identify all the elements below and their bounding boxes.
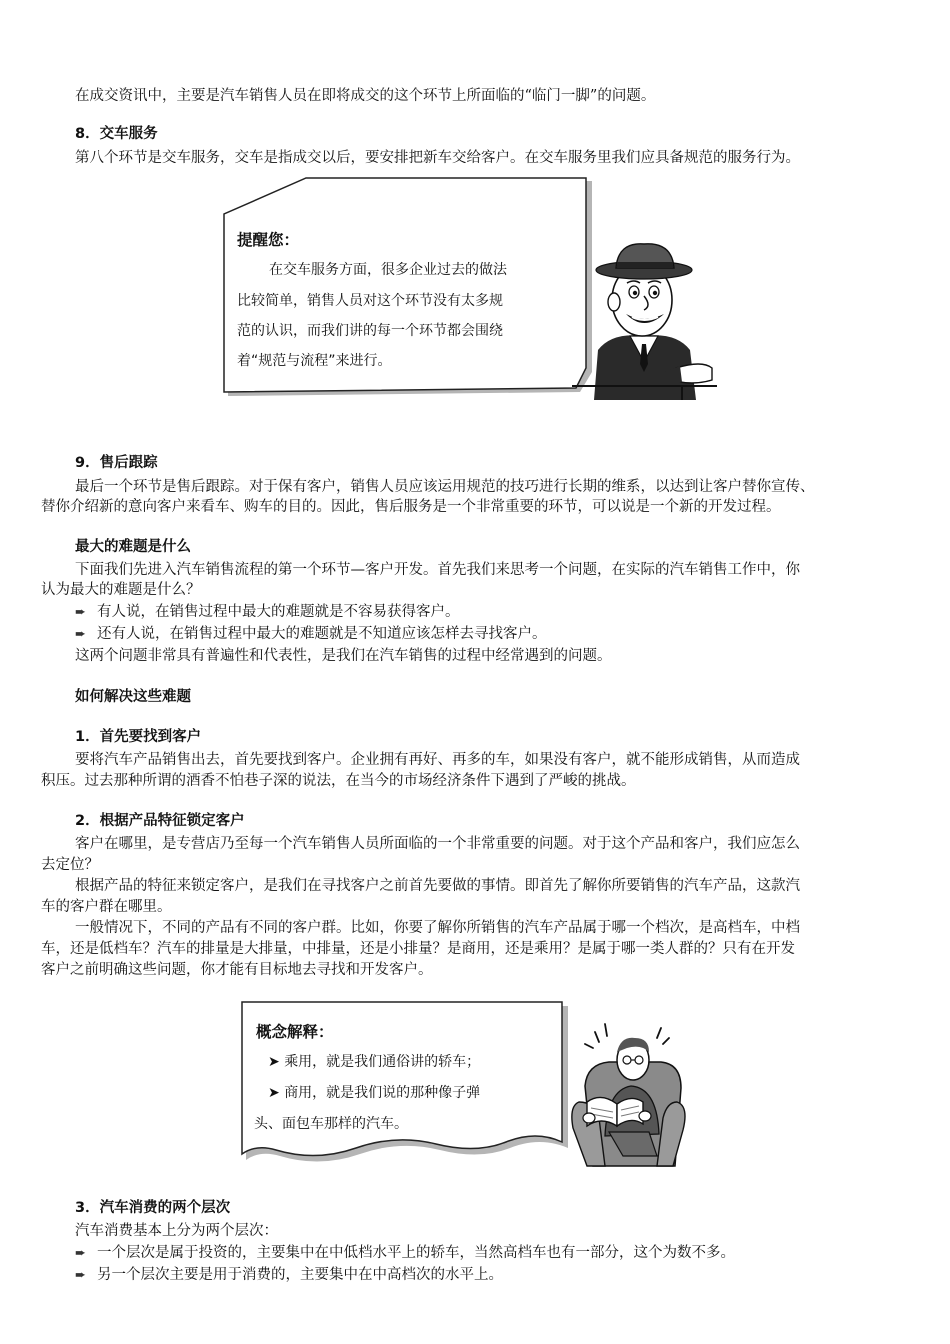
concept-box-title: 概念解释： xyxy=(256,1023,334,1041)
step-3-heading: 3．汽车消费的两个层次 xyxy=(75,1200,231,1216)
difficulty-bullet-2-text: 还有人说，在销售过程中最大的难题就是不知道应该怎样去寻找客户。 xyxy=(97,626,547,642)
tip-box-line-3: 范的认识，而我们讲的每一个环节都会围绕 xyxy=(237,323,503,339)
step-1-line-2: 积压。过去那种所谓的酒香不怕巷子深的说法，在当今的市场经济条件下遇到了严峻的挑战。 xyxy=(41,773,636,789)
difficulty-bullet-2 xyxy=(75,624,547,645)
step-2-p2-line-2: 车的客户群在哪里。 xyxy=(41,899,172,915)
difficulty-bullet-1 xyxy=(75,602,460,623)
concept-box-line-1-text: 乘用，就是我们通俗讲的轿车； xyxy=(284,1054,481,1070)
concept-box-line-3: 头、面包车那样的汽车。 xyxy=(254,1116,408,1132)
section-9-line-2: 替你介绍新的意向客户来看车、购车的目的。因此，售后服务是一个非常重要的环节，可以说是一个新的开发过程。 xyxy=(41,499,781,515)
section-8-heading: 8．交车服务 xyxy=(75,126,158,142)
step-3-bullet-2-text: 另一个层次主要是用于消费的，主要集中在中高档次的水平上。 xyxy=(97,1267,503,1283)
triangle-bullet-icon: ➤ xyxy=(268,1085,285,1101)
step-2-p2-line-1: 根据产品的特征来锁定客户，是我们在寻找客户之前首先要做的事情。即首先了解你所要销售的汽车产品，这款汽 xyxy=(75,878,800,894)
difficulty-bullet-1-text: 有人说，在销售过程中最大的难题就是不容易获得客户。 xyxy=(97,604,460,620)
man-reading-illustration xyxy=(565,1006,690,1168)
solve-heading: 如何解决这些难题 xyxy=(75,689,191,705)
step-2-p1-line-1: 客户在哪里，是专营店乃至每一个汽车销售人员所面临的一个非常重要的问题。对于这个产品和客户，我们应怎么 xyxy=(75,836,800,852)
step-1-heading: 1．首先要找到客户 xyxy=(75,729,202,745)
step-1-line-1: 要将汽车产品销售出去，首先要找到客户。企业拥有再好、再多的车，如果没有客户，就不能形成销售，从而造成 xyxy=(75,752,800,768)
section-8-body: 第八个环节是交车服务，交车是指成交以后，要安排把新车交给客户。在交车服务里我们应具备规范的服务行为。 xyxy=(75,150,800,166)
step-3-bullet-1 xyxy=(75,1243,735,1264)
arrow-right-icon: ➨ xyxy=(75,627,86,642)
step-2-p3-line-3: 客户之前明确这些问题，你才能有目标地去寻找和开发客户。 xyxy=(41,962,433,978)
tip-box-title: 提醒您： xyxy=(237,231,300,249)
arrow-right-icon: ➨ xyxy=(75,1268,86,1283)
step-3-intro: 汽车消费基本上分为两个层次： xyxy=(75,1223,278,1239)
difficulty-line-1: 下面我们先进入汽车销售流程的第一个环节—客户开发。首先我们来思考一个问题，在实际的汽车销售工作中，你 xyxy=(75,562,800,578)
step-3-bullet-1-text: 一个层次是属于投资的，主要集中在中低档水平上的轿车，当然高档车也有一部分，这个为数不多。 xyxy=(97,1245,735,1261)
concept-box-line-2 xyxy=(268,1083,480,1103)
step-3-bullet-2 xyxy=(75,1265,503,1286)
step-2-p3-line-2: 车，还是低档车？汽车的排量是大排量，中排量，还是小排量？是商用，还是乘用？是属于哪一类人群的？只有在开发 xyxy=(41,941,795,957)
difficulty-line-2: 认为最大的难题是什么？ xyxy=(41,582,201,598)
triangle-bullet-icon: ➤ xyxy=(268,1054,285,1070)
section-9-heading: 9．售后跟踪 xyxy=(75,455,158,471)
arrow-right-icon: ➨ xyxy=(75,1246,86,1261)
concept-box-line-2-text: 商用，就是我们说的那种像子弹 xyxy=(284,1085,481,1101)
step-2-heading: 2．根据产品特征锁定客户 xyxy=(75,813,245,829)
step-2-p1-line-2: 去定位？ xyxy=(41,857,99,873)
tip-box-line-2: 比较简单，销售人员对这个环节没有太多规 xyxy=(237,293,503,309)
step-2-p3-line-1: 一般情况下，不同的产品有不同的客户群。比如，你要了解你所销售的汽车产品属于哪一个档次，是高档车，中档 xyxy=(75,920,800,936)
concept-box-line-1 xyxy=(268,1052,480,1072)
section-9-line-1: 最后一个环节是售后跟踪。对于保有客户，销售人员应该运用规范的技巧进行长期的维系，以达到让客户替你宣传、 xyxy=(75,479,815,495)
difficulty-heading: 最大的难题是什么 xyxy=(75,539,191,555)
difficulty-closing: 这两个问题非常具有普遍性和代表性，是我们在汽车销售的过程中经常遇到的问题。 xyxy=(75,648,612,664)
tip-box-line-4: 着“规范与流程”来进行。 xyxy=(237,353,392,369)
arrow-right-icon: ➨ xyxy=(75,605,86,620)
tip-box-line-1: 在交车服务方面，很多企业过去的做法 xyxy=(269,262,507,278)
man-with-hat-illustration xyxy=(572,240,717,400)
intro-line: 在成交资讯中，主要是汽车销售人员在即将成交的这个环节上所面临的“临门一脚”的问题。 xyxy=(75,88,656,104)
